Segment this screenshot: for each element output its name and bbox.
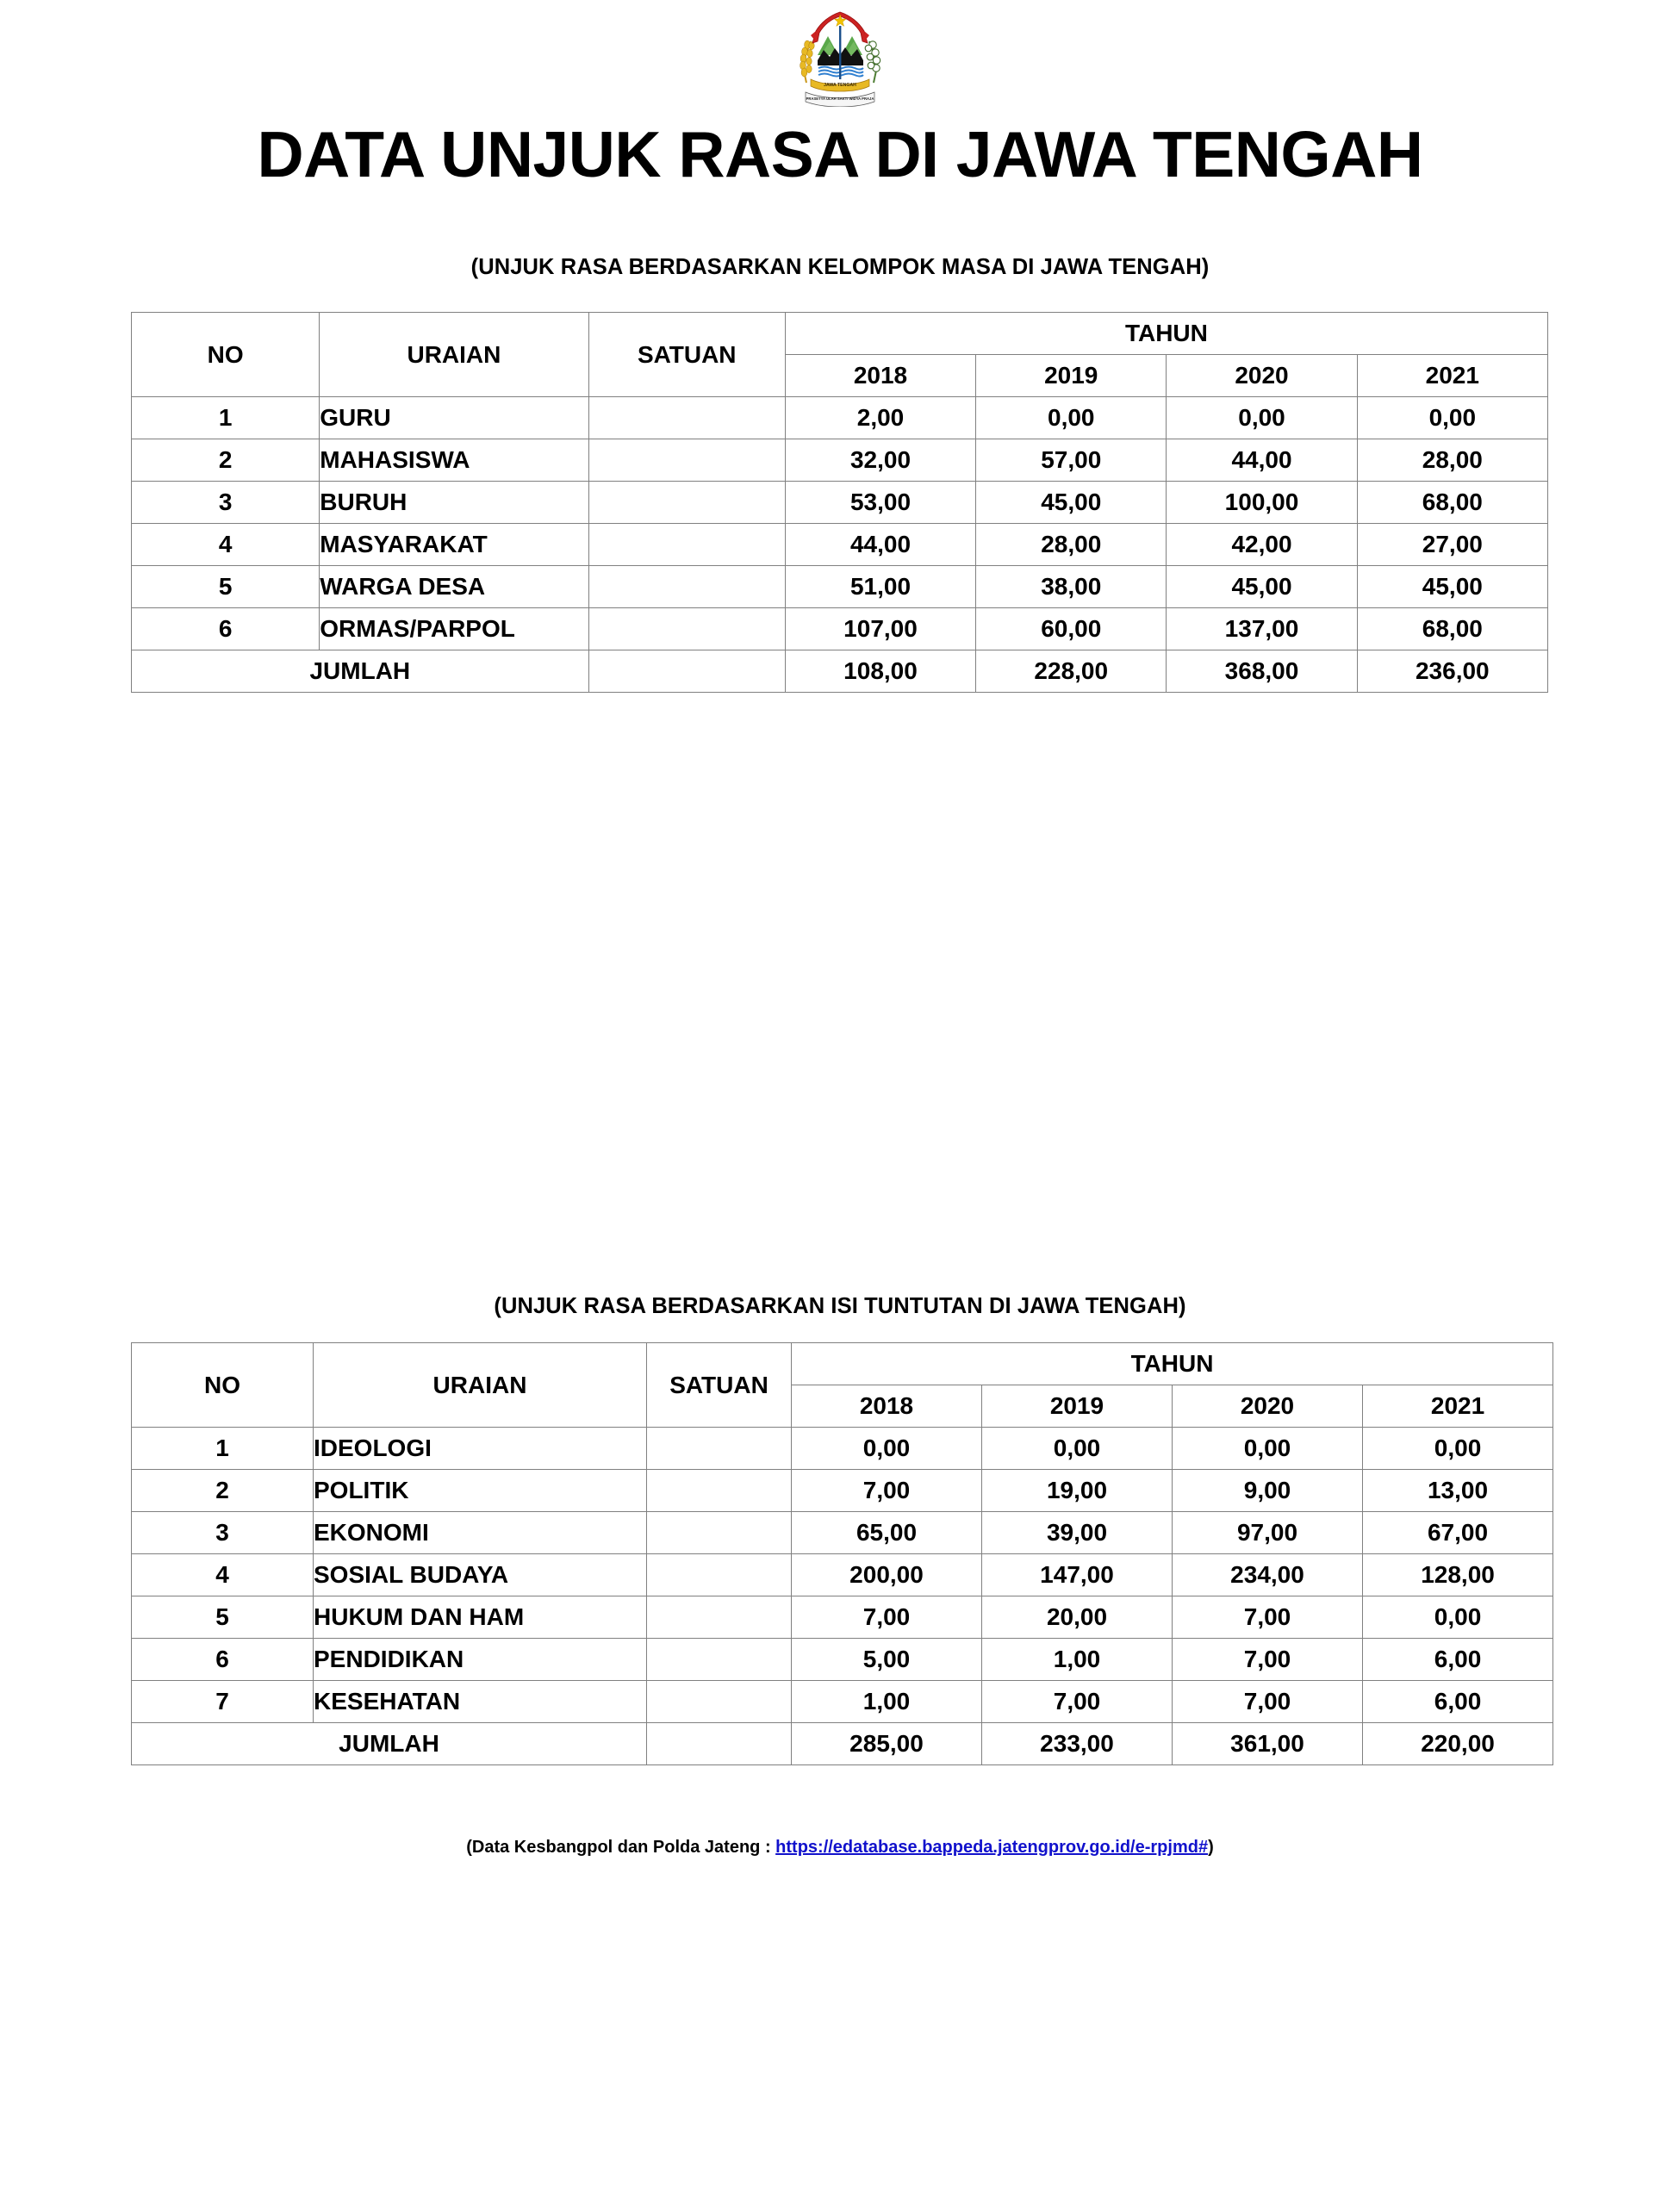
table-row [132, 397, 1548, 439]
cell-2018: 53,00 [785, 482, 975, 524]
cell-2021: 68,00 [1357, 482, 1547, 524]
th-year-2020: 2020 [1173, 1385, 1363, 1428]
cell-2018: 0,00 [792, 1428, 982, 1470]
cell-uraian: BURUH [320, 482, 588, 524]
cell-satuan [588, 566, 785, 608]
table-row [132, 524, 1548, 566]
cell-2018: 5,00 [792, 1639, 982, 1681]
source-link[interactable]: https://edatabase.bappeda.jatengprov.go.id/e-rpjmd# [775, 1838, 1209, 1857]
th-uraian: URAIAN [314, 1343, 647, 1428]
cell-uraian: WARGA DESA [320, 566, 588, 608]
cell-uraian: POLITIK [314, 1470, 647, 1512]
cell-2019: 28,00 [976, 524, 1167, 566]
cell-2020: 97,00 [1173, 1512, 1363, 1554]
cell-2021: 67,00 [1363, 1512, 1553, 1554]
th-year-2018: 2018 [785, 355, 975, 397]
cell-uraian: PENDIDIKAN [314, 1639, 647, 1681]
cell-2021: 45,00 [1357, 566, 1547, 608]
table-row [132, 608, 1548, 650]
cell-2018: 1,00 [792, 1681, 982, 1723]
cell-satuan [588, 524, 785, 566]
th-tahun: TAHUN [792, 1343, 1553, 1385]
cell-2021: 0,00 [1357, 397, 1547, 439]
cell-2020: 0,00 [1167, 397, 1357, 439]
emblem-container [0, 7, 1680, 111]
cell-2018: 7,00 [792, 1596, 982, 1639]
emblem-motto-banner [806, 92, 874, 107]
cell-2020: 7,00 [1173, 1681, 1363, 1723]
cell-satuan [647, 1428, 792, 1470]
cell-satuan [647, 1470, 792, 1512]
cell-satuan [647, 1596, 792, 1639]
cell-uraian: GURU [320, 397, 588, 439]
cell-2021: 6,00 [1363, 1681, 1553, 1723]
table-2-header-row-1 [132, 1343, 1553, 1385]
th-year-2021: 2021 [1363, 1385, 1553, 1428]
cell-satuan [588, 439, 785, 482]
th-year-2018: 2018 [792, 1385, 982, 1428]
cell-2020: 7,00 [1173, 1596, 1363, 1639]
cell-no: 7 [132, 1681, 314, 1723]
cell-jumlah-2019: 233,00 [982, 1723, 1173, 1765]
source-note [0, 1838, 1680, 1858]
th-no: NO [132, 313, 320, 397]
cell-satuan [588, 608, 785, 650]
cell-jumlah-2020: 368,00 [1167, 650, 1357, 693]
cell-2018: 44,00 [785, 524, 975, 566]
table-2-subtitle: (UNJUK RASA BERDASARKAN ISI TUNTUTAN DI JAWA TENGAH) [494, 1294, 1186, 1318]
cell-uraian: IDEOLOGI [314, 1428, 647, 1470]
cell-jumlah-label: JUMLAH [132, 650, 589, 693]
table-row [132, 1512, 1553, 1554]
table-row [132, 1639, 1553, 1681]
cell-no: 3 [132, 482, 320, 524]
cell-no: 5 [132, 566, 320, 608]
cell-2019: 7,00 [982, 1681, 1173, 1723]
cell-2020: 137,00 [1167, 608, 1357, 650]
cell-2019: 1,00 [982, 1639, 1173, 1681]
table-1-head [132, 313, 1548, 397]
cell-2020: 234,00 [1173, 1554, 1363, 1596]
table-1-body [132, 397, 1548, 693]
cell-2021: 13,00 [1363, 1470, 1553, 1512]
th-year-2020: 2020 [1167, 355, 1357, 397]
cell-2020: 9,00 [1173, 1470, 1363, 1512]
cell-satuan [647, 1512, 792, 1554]
cell-2019: 45,00 [976, 482, 1167, 524]
cell-uraian: KESEHATAN [314, 1681, 647, 1723]
cell-jumlah-2019: 228,00 [976, 650, 1167, 693]
table-total-row [132, 650, 1548, 693]
cell-2021: 128,00 [1363, 1554, 1553, 1596]
cell-no: 3 [132, 1512, 314, 1554]
table-1-subtitle: (UNJUK RASA BERDASARKAN KELOMPOK MASA DI JAWA TENGAH) [470, 255, 1210, 279]
th-year-2019: 2019 [976, 355, 1167, 397]
cell-2018: 2,00 [785, 397, 975, 439]
emblem-label-banner [811, 79, 869, 91]
th-tahun: TAHUN [785, 313, 1547, 355]
table-2-body [132, 1428, 1553, 1765]
cell-no: 1 [132, 1428, 314, 1470]
cell-no: 2 [132, 1470, 314, 1512]
cell-no: 2 [132, 439, 320, 482]
cell-2020: 0,00 [1173, 1428, 1363, 1470]
cotton-branch-right [865, 41, 880, 83]
table-row [132, 439, 1548, 482]
cell-2020: 44,00 [1167, 439, 1357, 482]
cell-2018: 51,00 [785, 566, 975, 608]
cell-uraian: SOSIAL BUDAYA [314, 1554, 647, 1596]
cell-2018: 65,00 [792, 1512, 982, 1554]
th-year-2019: 2019 [982, 1385, 1173, 1428]
jawa-tengah-emblem-icon [795, 7, 885, 107]
cell-2019: 57,00 [976, 439, 1167, 482]
cell-no: 6 [132, 608, 320, 650]
cell-2021: 0,00 [1363, 1428, 1553, 1470]
cell-2020: 42,00 [1167, 524, 1357, 566]
cell-2021: 28,00 [1357, 439, 1547, 482]
cell-2020: 45,00 [1167, 566, 1357, 608]
cell-uraian: EKONOMI [314, 1512, 647, 1554]
cell-jumlah-satuan [588, 650, 785, 693]
cell-uraian: HUKUM DAN HAM [314, 1596, 647, 1639]
cell-satuan [647, 1554, 792, 1596]
table-row [132, 1554, 1553, 1596]
cell-jumlah-2021: 220,00 [1363, 1723, 1553, 1765]
source-note-suffix: ) [1208, 1838, 1214, 1857]
table-row [132, 566, 1548, 608]
cell-satuan [588, 482, 785, 524]
table-row [132, 1428, 1553, 1470]
cell-2018: 32,00 [785, 439, 975, 482]
cell-2018: 200,00 [792, 1554, 982, 1596]
cell-2020: 7,00 [1173, 1639, 1363, 1681]
cell-2019: 38,00 [976, 566, 1167, 608]
table-row [132, 1681, 1553, 1723]
table-2-head [132, 1343, 1553, 1428]
cell-satuan [647, 1639, 792, 1681]
cell-2021: 27,00 [1357, 524, 1547, 566]
table-row [132, 1596, 1553, 1639]
cell-no: 5 [132, 1596, 314, 1639]
cell-uraian: MASYARAKAT [320, 524, 588, 566]
cell-uraian: ORMAS/PARPOL [320, 608, 588, 650]
table-isi-tuntutan [131, 1342, 1553, 1765]
table-total-row [132, 1723, 1553, 1765]
cell-no: 4 [132, 1554, 314, 1596]
table-row [132, 1470, 1553, 1512]
cell-2021: 0,00 [1363, 1596, 1553, 1639]
rice-stalk-left [800, 40, 815, 83]
th-uraian: URAIAN [320, 313, 588, 397]
cell-2018: 7,00 [792, 1470, 982, 1512]
cell-satuan [647, 1681, 792, 1723]
th-no: NO [132, 1343, 314, 1428]
table-1-header-row-1 [132, 313, 1548, 355]
cell-jumlah-2018: 285,00 [792, 1723, 982, 1765]
pillar [839, 26, 841, 79]
cell-2020: 100,00 [1167, 482, 1357, 524]
cell-2019: 0,00 [976, 397, 1167, 439]
cell-2019: 0,00 [982, 1428, 1173, 1470]
cell-jumlah-label: JUMLAH [132, 1723, 647, 1765]
cell-uraian: MAHASISWA [320, 439, 588, 482]
cell-jumlah-2021: 236,00 [1357, 650, 1547, 693]
cell-2019: 147,00 [982, 1554, 1173, 1596]
cell-jumlah-2020: 361,00 [1173, 1723, 1363, 1765]
cell-satuan [588, 397, 785, 439]
source-note-prefix: (Data Kesbangpol dan Polda Jateng : [466, 1838, 776, 1857]
cell-jumlah-satuan [647, 1723, 792, 1765]
cell-2019: 20,00 [982, 1596, 1173, 1639]
table-row [132, 482, 1548, 524]
cell-no: 6 [132, 1639, 314, 1681]
cell-jumlah-2018: 108,00 [785, 650, 975, 693]
cell-2021: 68,00 [1357, 608, 1547, 650]
cell-2018: 107,00 [785, 608, 975, 650]
cell-2019: 39,00 [982, 1512, 1173, 1554]
emblem-label-text: JAWA TENGAH [824, 83, 856, 88]
th-satuan: SATUAN [647, 1343, 792, 1428]
emblem-motto-text: PRASETYA ULAH SAKTI WIDYA PRAJA [806, 96, 874, 101]
cell-2019: 19,00 [982, 1470, 1173, 1512]
cell-no: 4 [132, 524, 320, 566]
th-year-2021: 2021 [1357, 355, 1547, 397]
th-satuan: SATUAN [588, 313, 785, 397]
page-title: DATA UNJUK RASA DI JAWA TENGAH [257, 118, 1423, 190]
cell-2019: 60,00 [976, 608, 1167, 650]
cell-no: 1 [132, 397, 320, 439]
cell-2021: 6,00 [1363, 1639, 1553, 1681]
table-kelompok-masa [131, 312, 1548, 693]
